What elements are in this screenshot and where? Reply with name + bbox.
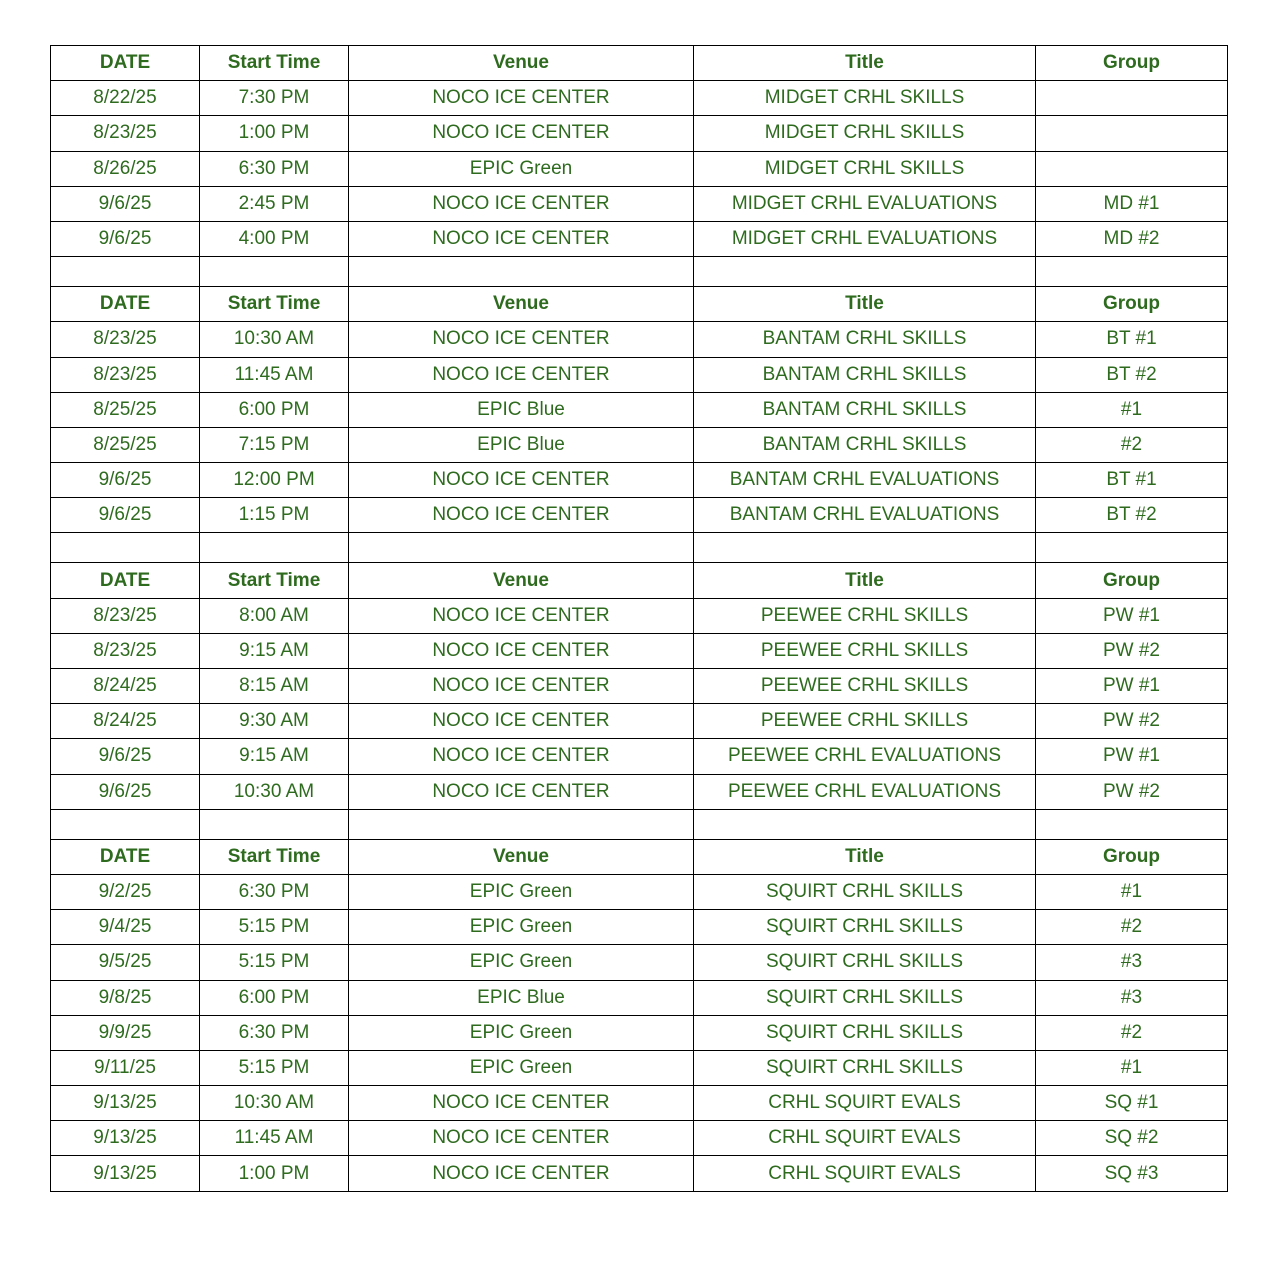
cell-group: #2	[1036, 427, 1228, 462]
cell-start-time: 7:15 PM	[200, 427, 349, 462]
column-header-date: DATE	[51, 563, 200, 598]
empty-cell	[200, 257, 349, 287]
empty-cell	[200, 809, 349, 839]
cell-venue: EPIC Green	[349, 874, 694, 909]
cell-title: PEEWEE CRHL SKILLS	[694, 633, 1036, 668]
cell-group: PW #2	[1036, 633, 1228, 668]
cell-title: PEEWEE CRHL SKILLS	[694, 704, 1036, 739]
cell-date: 9/11/25	[51, 1050, 200, 1085]
column-header-title: Title	[694, 563, 1036, 598]
cell-group: #2	[1036, 910, 1228, 945]
cell-group: SQ #1	[1036, 1086, 1228, 1121]
cell-venue: NOCO ICE CENTER	[349, 463, 694, 498]
cell-start-time: 8:00 AM	[200, 598, 349, 633]
table-row	[51, 1050, 1228, 1085]
table-row	[51, 116, 1228, 151]
cell-date: 9/6/25	[51, 774, 200, 809]
table-row	[51, 980, 1228, 1015]
cell-date: 8/24/25	[51, 669, 200, 704]
cell-venue: EPIC Blue	[349, 980, 694, 1015]
schedule-body	[51, 46, 1228, 1192]
table-row	[51, 1156, 1228, 1191]
cell-title: BANTAM CRHL SKILLS	[694, 357, 1036, 392]
cell-title: MIDGET CRHL SKILLS	[694, 116, 1036, 151]
cell-group: SQ #2	[1036, 1121, 1228, 1156]
cell-title: CRHL SQUIRT EVALS	[694, 1086, 1036, 1121]
cell-venue: NOCO ICE CENTER	[349, 186, 694, 221]
cell-date: 8/22/25	[51, 81, 200, 116]
cell-date: 9/4/25	[51, 910, 200, 945]
cell-start-time: 9:30 AM	[200, 704, 349, 739]
cell-start-time: 1:00 PM	[200, 116, 349, 151]
column-header-venue: Venue	[349, 46, 694, 81]
table-row	[51, 945, 1228, 980]
cell-venue: NOCO ICE CENTER	[349, 498, 694, 533]
cell-start-time: 10:30 AM	[200, 1086, 349, 1121]
cell-date: 9/13/25	[51, 1156, 200, 1191]
cell-group: BT #2	[1036, 357, 1228, 392]
cell-group: PW #2	[1036, 774, 1228, 809]
cell-date: 9/2/25	[51, 874, 200, 909]
cell-start-time: 5:15 PM	[200, 1050, 349, 1085]
cell-title: SQUIRT CRHL SKILLS	[694, 945, 1036, 980]
column-header-group: Group	[1036, 839, 1228, 874]
cell-start-time: 11:45 AM	[200, 357, 349, 392]
cell-date: 9/6/25	[51, 463, 200, 498]
cell-start-time: 8:15 AM	[200, 669, 349, 704]
cell-venue: NOCO ICE CENTER	[349, 81, 694, 116]
cell-venue: EPIC Green	[349, 1050, 694, 1085]
table-row	[51, 151, 1228, 186]
cell-group: #3	[1036, 945, 1228, 980]
cell-start-time: 7:30 PM	[200, 81, 349, 116]
cell-start-time: 6:00 PM	[200, 392, 349, 427]
cell-venue: NOCO ICE CENTER	[349, 598, 694, 633]
cell-date: 9/8/25	[51, 980, 200, 1015]
column-header-group: Group	[1036, 563, 1228, 598]
table-row	[51, 910, 1228, 945]
cell-date: 9/6/25	[51, 221, 200, 256]
cell-date: 9/6/25	[51, 739, 200, 774]
column-header-group: Group	[1036, 46, 1228, 81]
empty-cell	[1036, 533, 1228, 563]
cell-venue: EPIC Blue	[349, 392, 694, 427]
empty-cell	[349, 809, 694, 839]
cell-title: MIDGET CRHL SKILLS	[694, 81, 1036, 116]
table-row	[51, 186, 1228, 221]
cell-venue: NOCO ICE CENTER	[349, 116, 694, 151]
empty-cell	[51, 257, 200, 287]
empty-cell	[1036, 257, 1228, 287]
cell-venue: EPIC Green	[349, 1015, 694, 1050]
table-row	[51, 739, 1228, 774]
cell-date: 8/23/25	[51, 633, 200, 668]
cell-date: 8/26/25	[51, 151, 200, 186]
cell-start-time: 6:00 PM	[200, 980, 349, 1015]
cell-group: #1	[1036, 1050, 1228, 1085]
table-row	[51, 357, 1228, 392]
cell-title: BANTAM CRHL SKILLS	[694, 322, 1036, 357]
cell-venue: NOCO ICE CENTER	[349, 1121, 694, 1156]
cell-title: BANTAM CRHL SKILLS	[694, 427, 1036, 462]
cell-start-time: 12:00 PM	[200, 463, 349, 498]
table-row	[51, 1121, 1228, 1156]
column-header-title: Title	[694, 287, 1036, 322]
cell-date: 8/23/25	[51, 116, 200, 151]
cell-date: 9/9/25	[51, 1015, 200, 1050]
cell-title: MIDGET CRHL EVALUATIONS	[694, 221, 1036, 256]
cell-title: SQUIRT CRHL SKILLS	[694, 874, 1036, 909]
cell-title: BANTAM CRHL EVALUATIONS	[694, 498, 1036, 533]
cell-group	[1036, 116, 1228, 151]
cell-group: PW #1	[1036, 739, 1228, 774]
cell-title: SQUIRT CRHL SKILLS	[694, 1015, 1036, 1050]
cell-date: 9/5/25	[51, 945, 200, 980]
header-row-bantam	[51, 287, 1228, 322]
empty-cell	[51, 809, 200, 839]
cell-start-time: 9:15 AM	[200, 739, 349, 774]
cell-group: #1	[1036, 874, 1228, 909]
cell-title: SQUIRT CRHL SKILLS	[694, 980, 1036, 1015]
cell-group	[1036, 81, 1228, 116]
cell-start-time: 6:30 PM	[200, 874, 349, 909]
table-row	[51, 704, 1228, 739]
empty-cell	[694, 533, 1036, 563]
column-header-title: Title	[694, 46, 1036, 81]
cell-start-time: 2:45 PM	[200, 186, 349, 221]
table-row	[51, 322, 1228, 357]
schedule-table	[50, 45, 1228, 1192]
cell-title: MIDGET CRHL SKILLS	[694, 151, 1036, 186]
cell-venue: NOCO ICE CENTER	[349, 633, 694, 668]
empty-cell	[349, 257, 694, 287]
cell-venue: NOCO ICE CENTER	[349, 774, 694, 809]
empty-cell	[349, 533, 694, 563]
cell-title: MIDGET CRHL EVALUATIONS	[694, 186, 1036, 221]
table-row	[51, 598, 1228, 633]
cell-title: SQUIRT CRHL SKILLS	[694, 910, 1036, 945]
column-header-venue: Venue	[349, 287, 694, 322]
cell-start-time: 6:30 PM	[200, 1015, 349, 1050]
cell-title: CRHL SQUIRT EVALS	[694, 1156, 1036, 1191]
cell-date: 8/25/25	[51, 427, 200, 462]
header-row-squirt	[51, 839, 1228, 874]
cell-venue: NOCO ICE CENTER	[349, 669, 694, 704]
cell-venue: EPIC Green	[349, 945, 694, 980]
table-row	[51, 874, 1228, 909]
table-row	[51, 633, 1228, 668]
cell-venue: NOCO ICE CENTER	[349, 221, 694, 256]
cell-date: 8/25/25	[51, 392, 200, 427]
column-header-start-time: Start Time	[200, 287, 349, 322]
cell-title: SQUIRT CRHL SKILLS	[694, 1050, 1036, 1085]
cell-group: BT #2	[1036, 498, 1228, 533]
cell-group: PW #1	[1036, 669, 1228, 704]
cell-title: PEEWEE CRHL EVALUATIONS	[694, 774, 1036, 809]
cell-group: PW #1	[1036, 598, 1228, 633]
cell-title: PEEWEE CRHL EVALUATIONS	[694, 739, 1036, 774]
table-row	[51, 81, 1228, 116]
column-header-date: DATE	[51, 839, 200, 874]
cell-date: 8/23/25	[51, 322, 200, 357]
cell-group: BT #1	[1036, 322, 1228, 357]
cell-venue: EPIC Blue	[349, 427, 694, 462]
cell-start-time: 5:15 PM	[200, 910, 349, 945]
header-row-peewee	[51, 563, 1228, 598]
cell-title: BANTAM CRHL EVALUATIONS	[694, 463, 1036, 498]
spacer-row	[51, 533, 1228, 563]
cell-date: 8/23/25	[51, 357, 200, 392]
cell-title: BANTAM CRHL SKILLS	[694, 392, 1036, 427]
cell-group: #1	[1036, 392, 1228, 427]
cell-start-time: 9:15 AM	[200, 633, 349, 668]
empty-cell	[694, 809, 1036, 839]
cell-start-time: 10:30 AM	[200, 774, 349, 809]
column-header-date: DATE	[51, 287, 200, 322]
cell-group: SQ #3	[1036, 1156, 1228, 1191]
cell-venue: NOCO ICE CENTER	[349, 1156, 694, 1191]
column-header-venue: Venue	[349, 563, 694, 598]
cell-group: PW #2	[1036, 704, 1228, 739]
table-row	[51, 463, 1228, 498]
cell-group: MD #1	[1036, 186, 1228, 221]
table-row	[51, 427, 1228, 462]
column-header-venue: Venue	[349, 839, 694, 874]
cell-group: BT #1	[1036, 463, 1228, 498]
cell-date: 8/24/25	[51, 704, 200, 739]
cell-venue: NOCO ICE CENTER	[349, 1086, 694, 1121]
cell-venue: NOCO ICE CENTER	[349, 704, 694, 739]
cell-venue: NOCO ICE CENTER	[349, 357, 694, 392]
spacer-row	[51, 257, 1228, 287]
cell-date: 8/23/25	[51, 598, 200, 633]
cell-date: 9/13/25	[51, 1121, 200, 1156]
table-row	[51, 498, 1228, 533]
header-row-midget	[51, 46, 1228, 81]
table-row	[51, 392, 1228, 427]
cell-date: 9/6/25	[51, 186, 200, 221]
table-row	[51, 774, 1228, 809]
table-row	[51, 221, 1228, 256]
empty-cell	[1036, 809, 1228, 839]
column-header-start-time: Start Time	[200, 46, 349, 81]
cell-start-time: 5:15 PM	[200, 945, 349, 980]
cell-date: 9/13/25	[51, 1086, 200, 1121]
cell-start-time: 10:30 AM	[200, 322, 349, 357]
cell-venue: NOCO ICE CENTER	[349, 739, 694, 774]
table-row	[51, 1015, 1228, 1050]
cell-venue: EPIC Green	[349, 151, 694, 186]
cell-start-time: 1:15 PM	[200, 498, 349, 533]
table-row	[51, 1086, 1228, 1121]
cell-group: MD #2	[1036, 221, 1228, 256]
cell-start-time: 6:30 PM	[200, 151, 349, 186]
cell-start-time: 11:45 AM	[200, 1121, 349, 1156]
column-header-date: DATE	[51, 46, 200, 81]
column-header-start-time: Start Time	[200, 839, 349, 874]
empty-cell	[51, 533, 200, 563]
cell-venue: EPIC Green	[349, 910, 694, 945]
cell-start-time: 4:00 PM	[200, 221, 349, 256]
column-header-start-time: Start Time	[200, 563, 349, 598]
cell-group	[1036, 151, 1228, 186]
spacer-row	[51, 809, 1228, 839]
cell-title: CRHL SQUIRT EVALS	[694, 1121, 1036, 1156]
cell-group: #3	[1036, 980, 1228, 1015]
cell-start-time: 1:00 PM	[200, 1156, 349, 1191]
column-header-title: Title	[694, 839, 1036, 874]
cell-title: PEEWEE CRHL SKILLS	[694, 598, 1036, 633]
column-header-group: Group	[1036, 287, 1228, 322]
table-row	[51, 669, 1228, 704]
empty-cell	[694, 257, 1036, 287]
cell-title: PEEWEE CRHL SKILLS	[694, 669, 1036, 704]
cell-venue: NOCO ICE CENTER	[349, 322, 694, 357]
cell-group: #2	[1036, 1015, 1228, 1050]
cell-date: 9/6/25	[51, 498, 200, 533]
empty-cell	[200, 533, 349, 563]
